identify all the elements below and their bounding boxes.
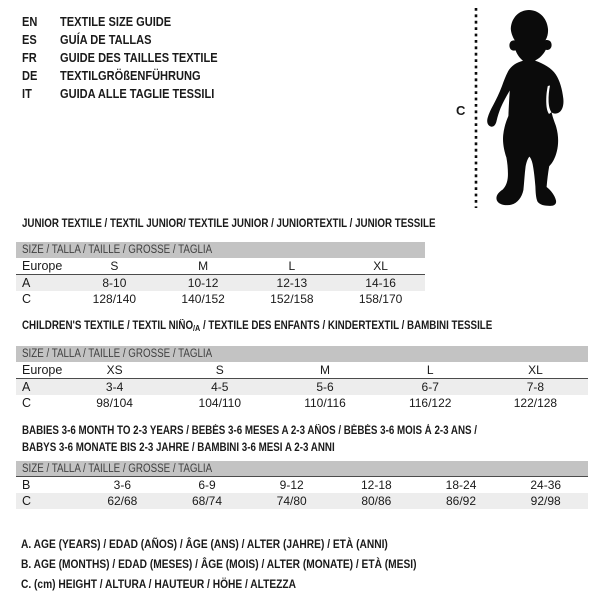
- language-code-text: FR: [22, 50, 37, 65]
- table-cell: 14-16: [365, 276, 396, 290]
- section-title-line: [22, 440, 588, 457]
- row-label: A: [22, 380, 31, 394]
- footnote-line: [21, 534, 486, 554]
- row-label: B: [22, 478, 31, 492]
- table-cell: M: [320, 363, 330, 377]
- language-code-text: ES: [22, 32, 37, 47]
- title-segment: / TEXTILE DES ENFANTS / KINDERTEXTIL / BAMBINI TESSILE: [200, 320, 493, 332]
- size-table: [16, 477, 588, 509]
- table-cell: XL: [528, 363, 543, 377]
- title-segment: BABIES 3-6 MONTH TO 2-3 YEARS / BEBÉS 3-6 MESES A 2-3 AÑOS / BÉBÉS 3-6 MOIS À 2-3 ANS /: [22, 425, 478, 437]
- table-cell: 10-12: [187, 276, 219, 290]
- table-cell: 18-24: [445, 478, 477, 492]
- table-cell: S: [215, 363, 224, 377]
- table-row: [16, 493, 588, 509]
- table-cell: 4-5: [211, 380, 229, 394]
- table-cell: 9-12: [279, 478, 304, 492]
- footnote-text: A. AGE (YEARS) / EDAD (AÑOS) / ÂGE (ANS) / ALTER (JAHRE) / ETÀ (ANNI): [21, 537, 388, 551]
- table-cell: 5-6: [316, 380, 334, 394]
- table-cell: 116/122: [408, 396, 452, 410]
- title-subscript: /A: [193, 323, 201, 333]
- toddler-silhouette-icon: [455, 0, 600, 215]
- language-title-label: GUIDA ALLE TAGLIE TESSILI: [60, 86, 215, 101]
- row-label: A: [22, 276, 31, 290]
- language-code: [22, 31, 60, 49]
- table-row: [16, 258, 425, 275]
- table-cell: 68/74: [191, 494, 223, 508]
- language-code: [22, 67, 60, 85]
- table-cell: 140/152: [181, 292, 225, 306]
- table-cell: M: [198, 259, 209, 273]
- section-title: [16, 423, 588, 457]
- table-cell: 158/170: [358, 292, 403, 306]
- title-segment: BABYS 3-6 MONATE BIS 2-3 JAHRE / BAMBINI 3-6 MESI A 2-3 ANNI: [22, 442, 335, 454]
- language-code-text: IT: [22, 86, 32, 101]
- section-junior-textile: [16, 217, 436, 307]
- section-title-text: [22, 319, 492, 333]
- table-cell: 6-9: [198, 478, 216, 492]
- table-row: [16, 395, 588, 411]
- size-table: [16, 362, 588, 411]
- table-row: [16, 291, 425, 307]
- size-header-bar: [16, 242, 425, 258]
- language-title-label: GUÍA DE TALLAS: [60, 32, 152, 47]
- table-row: [16, 379, 588, 395]
- footnote-line: [21, 574, 486, 594]
- language-title-label: TEXTILE SIZE GUIDE: [60, 14, 172, 29]
- table-cell: L: [288, 259, 296, 273]
- footnotes-block: [21, 534, 486, 594]
- table-cell: 104/110: [198, 396, 242, 410]
- section-title-text: [22, 423, 477, 440]
- table-cell: 3-6: [113, 478, 131, 492]
- row-label: Europe: [22, 259, 63, 273]
- row-label: C: [22, 396, 32, 410]
- language-row: [22, 85, 245, 103]
- section-title-line: [22, 319, 588, 333]
- section-title: [16, 217, 436, 231]
- table-cell: 62/68: [107, 494, 138, 508]
- size-header-text: SIZE / TALLA / TAILLE / GRÖSSE / TAGLIA: [22, 348, 213, 360]
- section-title: [16, 319, 588, 333]
- footnote-text: B. AGE (MONTHS) / EDAD (MESES) / ÂGE (MOIS) / ALTER (MONATE) / ETÀ (MESI): [21, 557, 417, 571]
- language-title-label: TEXTILGRÖßENFÜHRUNG: [60, 68, 201, 83]
- footnote-text: C. (cm) HEIGHT / ALTURA / HAUTEUR / HÖHE / ALTEZZA: [21, 577, 297, 591]
- table-cell: 110/116: [304, 396, 346, 410]
- language-code: [22, 13, 60, 31]
- table-cell: 92/98: [530, 494, 561, 508]
- size-header-bar: [16, 461, 588, 477]
- table-cell: 24-36: [530, 478, 562, 492]
- section-title-text: [22, 217, 436, 231]
- row-label: Europe: [22, 363, 63, 377]
- table-cell: 3-4: [105, 380, 124, 394]
- table-cell: 80/86: [361, 494, 392, 508]
- section-childrens-textile: [16, 319, 588, 411]
- language-row: [22, 31, 245, 49]
- table-cell: XS: [106, 363, 123, 377]
- table-cell: 152/158: [270, 292, 314, 306]
- footnote-line: [21, 554, 486, 574]
- table-cell: 12-13: [276, 276, 308, 290]
- table-cell: XL: [373, 259, 388, 273]
- table-row: [16, 275, 425, 291]
- row-label: C: [22, 494, 32, 508]
- table-cell: 8-10: [102, 276, 127, 290]
- language-row: [22, 49, 245, 67]
- size-header-text: SIZE / TALLA / TAILLE / GRÖSSE / TAGLIA: [22, 244, 213, 256]
- language-code: [22, 85, 60, 103]
- language-title-label: GUIDE DES TAILLES TEXTILE: [60, 50, 218, 65]
- size-table: [16, 258, 425, 307]
- table-cell: 98/104: [96, 396, 133, 410]
- table-cell: 6-7: [421, 380, 439, 394]
- table-cell: 7-8: [526, 380, 545, 394]
- size-header-text: SIZE / TALLA / TAILLE / GRÖSSE / TAGLIA: [22, 463, 213, 475]
- language-row: [22, 13, 245, 31]
- table-cell: L: [426, 363, 434, 377]
- language-code-text: DE: [22, 68, 38, 83]
- size-header-bar: [16, 346, 588, 362]
- figure-measure-label: C: [456, 103, 466, 118]
- section-babies-textile: [16, 423, 588, 509]
- language-code-text: EN: [22, 14, 38, 29]
- table-cell: 122/128: [513, 396, 558, 410]
- table-row: [16, 362, 588, 379]
- section-title-text: [22, 440, 335, 457]
- title-segment: CHILDREN'S TEXTILE / TEXTIL NIÑO: [22, 320, 194, 332]
- title-segment: JUNIOR TEXTILE / TEXTIL JUNIOR/ TEXTILE JUNIOR / JUNIORTEXTIL / JUNIOR TESSILE: [22, 218, 436, 230]
- language-title-block: [22, 13, 245, 103]
- size-reference-figure: [455, 0, 600, 215]
- table-row: [16, 477, 588, 493]
- language-row: [22, 67, 245, 85]
- section-title-line: [22, 217, 436, 231]
- table-cell: 128/140: [92, 292, 137, 306]
- table-cell: 12-18: [361, 478, 392, 492]
- row-label: C: [22, 292, 32, 306]
- table-cell: 86/92: [446, 494, 477, 508]
- table-cell: S: [110, 259, 119, 273]
- language-code: [22, 49, 60, 67]
- section-title-line: [22, 423, 588, 440]
- table-cell: 74/80: [276, 494, 307, 508]
